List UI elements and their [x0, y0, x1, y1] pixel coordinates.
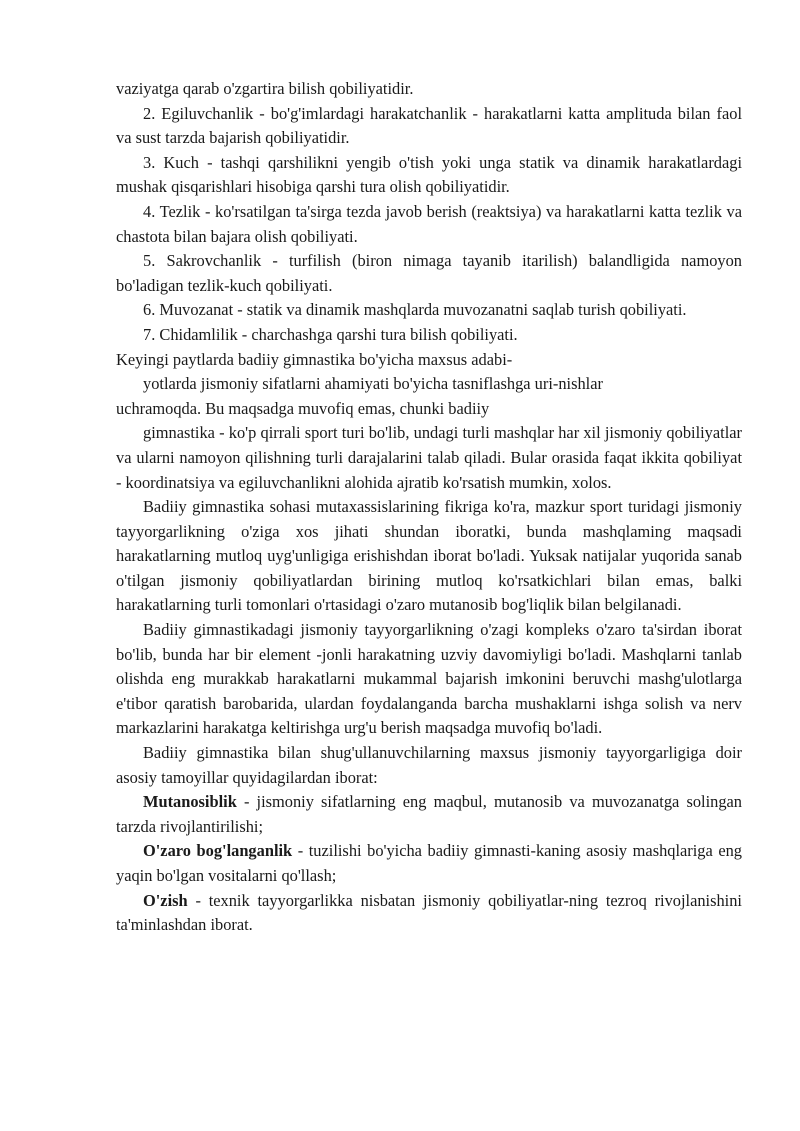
- principle-advancement: [116, 889, 742, 938]
- list-item-speed: 4. Tezlik - ko'rsatilgan ta'sirga tezda javob berish (reaktsiya) va harakatlarni katta tezlik va chastota bilan bajara olish qobiliyati.: [116, 201, 742, 246]
- paragraph-continuation: vaziyatga qarab o'zgartira bilish qobiliyatidir.: [116, 79, 414, 98]
- list-item-strength: 3. Kuch - tashqi qarshilikni yengib o'tish yoki unga statik va dinamik harakatlardagi mushak qisqarishlari hisobiga qarshi tura olish qobiliyatidir.: [116, 152, 742, 197]
- principle-term: O'zish: [143, 890, 188, 910]
- principle-term: O'zaro bog'langanlik: [143, 841, 293, 861]
- principle-text: - tuzilishi bo'yicha badiiy gimnasti-kaning asosiy mashqlariga eng yaqin bo'lgan vositalarni qo'llash;: [116, 841, 742, 885]
- principle-proportionality: [116, 790, 742, 839]
- document-page: [116, 77, 742, 938]
- list-item-flexibility: 2. Egiluvchanlik - bo'g'imlardagi harakatchanlik - harakatlarni katta amplituda bilan faol va sust tarzda bajarish qobiliyatidir.: [116, 103, 742, 148]
- paragraph-gymnastics: gimnastika - ko'p qirrali sport turi bo'lib, undagi turli mashqlar har xil jismoniy qobiliyatlar va ularni namoyon qilishning turli darajalarini talab qiladi. Bular orasida faqat ikkita qobiliyat - koordinatsiya va egiluvchanlikni alohida ajratib ko'rsatish mumkin, xolos.: [116, 423, 742, 492]
- principle-text: - jismoniy sifatlarning eng maqbul, mutanosib va muvozanatga solingan tarzda rivojlantirilishi;: [116, 792, 742, 836]
- paragraph-core: Badiiy gimnastikadagi jismoniy tayyorgarlikning o'zagi kompleks o'zaro ta'sirdan iborat bo'lib, bunda har bir element -jonli harakatning uzviy davomiyligi bo'ladi. Mashqlarni tanlab olishda eng murakkab harakatlarni mukammal bajarish imkonini beruvchi mashg'ulotlarga e'tibor qaratish barobarida, ulardan foydalanganda barcha mushaklarni ishga solish va nerv markazlarini harakatga keltirishga urg'u berish maqsadga muvofiq bo'ladi.: [116, 620, 742, 738]
- principle-interconnection: [116, 839, 742, 888]
- list-item-endurance: 7. Chidamlilik - charchashga qarshi tura bilish qobiliyati.: [143, 324, 518, 344]
- list-item-balance: 6. Muvozanat - statik va dinamik mashqlarda muvozanatni saqlab turish qobiliyati.: [143, 300, 687, 320]
- paragraph-experts: Badiiy gimnastika sohasi mutaxassislarining fikriga ko'ra, mazkur sport turidagi jismoniy tayyorgarlikning o'ziga xos jihati shundan iboratki, bunda mashqlaming maqsadi harakatlarning mutloq uyg'unligiga erishishdan iborat bo'ladi. Yuksak natijalar yuqorida sanab o'tilgan jismoniy qobiliyatlardan birining mutloq ko'rsatkichlari bilan emas, balki harakatlarning turli tomonlari o'rtasidagi o'zaro mutanosib bog'liqlik bilan belgilanadi.: [116, 497, 742, 615]
- principle-text: - texnik tayyorgarlikka nisbatan jismoniy qobiliyatlar-ning tezroq rivojlanishini ta'minlashdan iborat.: [116, 890, 742, 935]
- paragraph-line: uchramoqda. Bu maqsadga muvofiq emas, chunki badiiy: [116, 398, 490, 418]
- paragraph-line: yotlarda jismoniy sifatlarni ahamiyati bo'yicha tasniflashga uri-nishlar: [143, 374, 603, 394]
- principle-term: Mutanosiblik: [143, 792, 237, 812]
- paragraph-line: Keyingi paytlarda badiiy gimnastika bo'yicha maxsus adabi-: [116, 349, 513, 369]
- list-item-jumping: 5. Sakrovchanlik - turfilish (biron nimaga tayanib itarilish) balandligida namoyon bo'ladigan tezlik-kuch qobiliyati.: [116, 251, 742, 295]
- paragraph-principles-intro: Badiiy gimnastika bilan shug'ullanuvchilarning maxsus jismoniy tayyorgarligiga doir asosiy tamoyillar quyidagilardan iborat:: [116, 743, 742, 787]
